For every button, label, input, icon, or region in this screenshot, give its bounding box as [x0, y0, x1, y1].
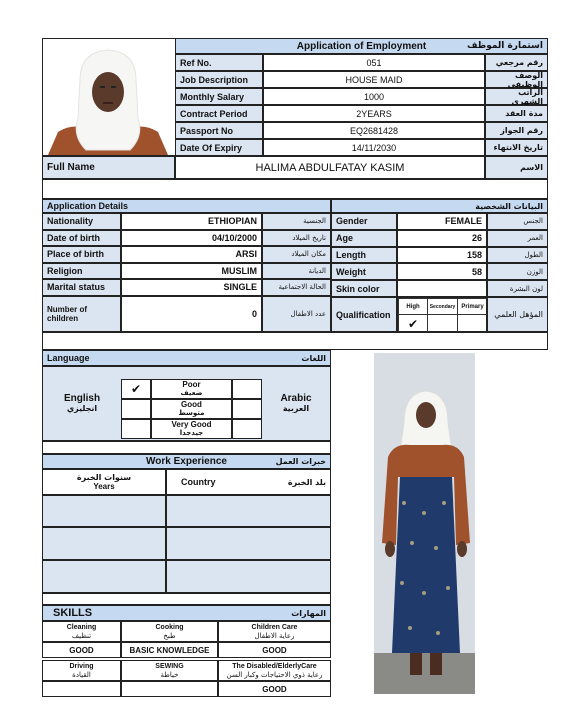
qualification-grid	[397, 297, 487, 332]
lang-level-mark-0: ✔	[121, 379, 151, 399]
lang-level-en-2: Very Good	[171, 420, 212, 429]
exp-row-1-country	[166, 495, 331, 527]
skills-title-ar: المهارات	[291, 608, 326, 618]
detail-left-ar-1: تاريخ الميلاد	[262, 230, 331, 247]
detail-right-label-1: Age	[331, 230, 397, 247]
detail-right-label-3: Weight	[331, 263, 397, 280]
skill-row2-value-2: GOOD	[218, 681, 331, 697]
lang-level-2	[151, 419, 232, 439]
job-row-ar-4: رقم الجواز	[485, 122, 548, 139]
lang-level-arabic-mark-1	[232, 399, 262, 419]
skill-row1-en-1: Cooking	[155, 623, 184, 631]
skill-row2-0	[42, 660, 121, 681]
english-ar: انجليزي	[66, 403, 98, 413]
detail-right-label-0: Gender	[331, 213, 397, 230]
years-header	[42, 469, 166, 495]
detail-left-label-0: Nationality	[42, 213, 121, 230]
arabic-en: Arabic	[280, 392, 312, 404]
skill-row2-en-1: SEWING	[155, 662, 184, 670]
details-title-ar: البيانات الشخصية	[331, 199, 548, 213]
blank-row-3	[42, 441, 331, 454]
lang-level-mark-1	[121, 399, 151, 419]
blank-row	[42, 179, 548, 199]
detail-right-ar-1: العمر	[487, 230, 548, 247]
detail-right-label-2: Length	[331, 247, 397, 264]
detail-right-ar-2: الطول	[487, 247, 548, 264]
detail-left-value-2: ARSI	[121, 246, 262, 263]
arabic-cell	[262, 380, 330, 425]
experience-title: Work Experience	[146, 456, 227, 467]
form-title-ar: استمارة الموظف	[467, 41, 543, 51]
detail-left-value-3: MUSLIM	[121, 263, 262, 280]
qual-primary: Primary	[457, 298, 488, 315]
exp-row-3-country	[166, 560, 331, 593]
skill-row1-ar-1: طبخ	[163, 631, 176, 640]
detail-left-value-1: 04/10/2000	[121, 230, 262, 247]
form-header	[175, 38, 548, 54]
skills-title: SKILLS	[53, 607, 93, 619]
detail-left-label-4: Marital status	[42, 279, 121, 296]
lang-level-mark-2	[121, 419, 151, 439]
lang-level-1	[151, 399, 232, 419]
skill-row2-en-2: The Disabled/ElderlyCare	[232, 662, 317, 670]
detail-right-value-2: 158	[397, 247, 487, 264]
skill-row1-ar-0: تنظيف	[71, 631, 92, 640]
skill-row2-value-1	[121, 681, 218, 697]
skill-row1-value-2: GOOD	[218, 642, 331, 658]
qual-secondary: Secondary	[427, 298, 458, 315]
skill-row1-value-1: BASIC KNOWLEDGE	[121, 642, 218, 658]
job-row-label-2: Monthly Salary	[175, 88, 263, 105]
lang-level-0	[151, 379, 232, 399]
exp-row-2-years	[42, 527, 166, 560]
lang-level-arabic-mark-0	[232, 379, 262, 399]
detail-right-value-4	[397, 280, 487, 297]
detail-right-ar-0: الجنس	[487, 213, 548, 230]
detail-left-label-5: Number of children	[42, 296, 121, 332]
lang-level-ar-2: جيدجدا	[179, 429, 204, 437]
job-row-value-5: 14/11/2030	[263, 139, 485, 156]
qual-high-check: ✔	[398, 314, 428, 333]
job-row-label-1: Job Description	[175, 71, 263, 88]
skill-row1-ar-2: رعاية الاطفال	[254, 631, 295, 640]
skill-row2-1	[121, 660, 218, 681]
english-cell	[42, 380, 122, 425]
job-row-value-2: 1000	[263, 88, 485, 105]
job-row-value-3: 2YEARS	[263, 105, 485, 122]
job-row-label-4: Passport No	[175, 122, 263, 139]
skill-row2-ar-2: رعاية ذوي الاحتياجات وكبار السن	[226, 670, 323, 679]
arabic-ar: العربية	[282, 403, 310, 413]
detail-left-label-2: Place of birth	[42, 246, 121, 263]
portrait-photo	[44, 40, 172, 155]
years-en: Years	[93, 482, 115, 491]
detail-left-value-5: 0	[121, 296, 262, 332]
form-title-en: Application of Employment	[296, 40, 427, 52]
detail-right-value-3: 58	[397, 263, 487, 280]
blank-row-4	[42, 593, 331, 605]
job-row-value-0: 051	[263, 54, 485, 71]
skill-row2-en-0: Driving	[69, 662, 94, 670]
exp-row-1-years	[42, 495, 166, 527]
experience-title-ar: خبرات العمل	[275, 457, 326, 466]
detail-left-label-1: Date of birth	[42, 230, 121, 247]
english-en: English	[63, 392, 101, 404]
skill-row1-1	[121, 621, 218, 642]
skill-row1-0	[42, 621, 121, 642]
language-title: Language	[47, 353, 90, 363]
skill-row2-ar-0: القيادة	[72, 670, 91, 679]
detail-left-ar-3: الديانة	[262, 263, 331, 280]
detail-left-ar-4: الحالة الاجتماعية	[262, 279, 331, 296]
fullname-label: Full Name	[42, 156, 175, 179]
job-row-value-4: EQ2681428	[263, 122, 485, 139]
qual-secondary-check	[427, 314, 458, 333]
qualification-label: Qualification	[331, 297, 397, 332]
fullname-ar: الاسم	[485, 156, 548, 179]
years-ar: سنوات الخبرة	[76, 473, 132, 482]
detail-right-value-1: 26	[397, 230, 487, 247]
detail-left-ar-2: مكان الميلاد	[262, 246, 331, 263]
job-row-ar-3: مدة العقد	[485, 105, 548, 122]
lang-level-en-0: Poor	[182, 380, 201, 389]
job-row-ar-0: رقم مرجعي	[485, 54, 548, 71]
job-row-ar-2: الراتب الشهري	[485, 88, 548, 105]
job-row-value-1: HOUSE MAID	[263, 71, 485, 88]
skill-row2-ar-1: خياطة	[160, 670, 179, 679]
job-row-ar-1: الوصف الوظيفي	[485, 71, 548, 88]
lang-level-ar-1: متوسط	[178, 409, 205, 417]
lang-level-ar-0: ضعيف	[180, 389, 203, 397]
detail-right-ar-4: لون البشرة	[487, 280, 548, 297]
detail-right-label-4: Skin color	[331, 280, 397, 297]
qualification-ar: المؤهل العلمي	[487, 297, 548, 332]
skill-row1-en-2: Children Care	[251, 623, 298, 631]
job-row-label-0: Ref No.	[175, 54, 263, 71]
lang-level-en-1: Good	[181, 400, 202, 409]
job-row-ar-5: تاريخ الانتهاء	[485, 139, 548, 156]
country-en: Country	[181, 477, 216, 487]
job-row-label-5: Date Of Expiry	[175, 139, 263, 156]
qual-primary-check	[457, 314, 488, 333]
job-row-label-3: Contract Period	[175, 105, 263, 122]
detail-left-value-0: ETHIOPIAN	[121, 213, 262, 230]
qual-high: High	[398, 298, 428, 315]
exp-row-3-years	[42, 560, 166, 593]
fullbody-photo	[374, 353, 475, 694]
detail-left-value-4: SINGLE	[121, 279, 262, 296]
skill-row2-value-0	[42, 681, 121, 697]
lang-level-arabic-mark-2	[232, 419, 262, 439]
skill-row1-2	[218, 621, 331, 642]
detail-right-value-0: FEMALE	[397, 213, 487, 230]
country-ar: بلد الخبرة	[287, 477, 326, 487]
skill-row1-en-0: Cleaning	[66, 623, 97, 631]
skill-row1-value-0: GOOD	[42, 642, 121, 658]
detail-left-ar-0: الجنسية	[262, 213, 331, 230]
detail-left-label-3: Religion	[42, 263, 121, 280]
language-title-ar: اللغات	[301, 353, 326, 363]
details-title: Application Details	[42, 199, 331, 213]
skill-row2-2	[218, 660, 331, 681]
blank-row-2	[42, 332, 548, 350]
detail-right-ar-3: الوزن	[487, 263, 548, 280]
exp-row-2-country	[166, 527, 331, 560]
fullname-value: HALIMA ABDULFATAY KASIM	[175, 156, 485, 179]
detail-left-ar-5: عدد الاطفال	[262, 296, 331, 332]
